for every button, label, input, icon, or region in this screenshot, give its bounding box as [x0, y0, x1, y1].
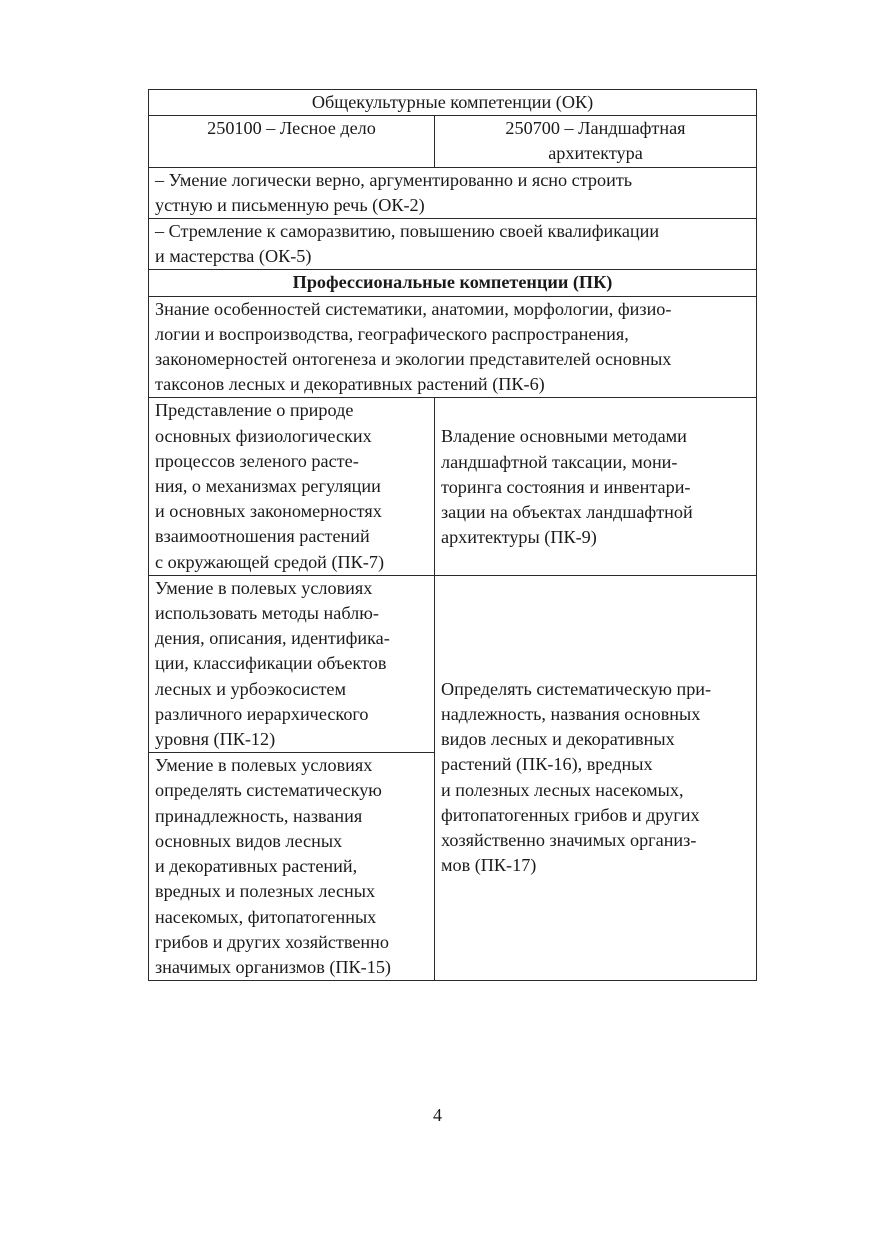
text-line: взаимоотношения растений — [155, 526, 370, 547]
text-line: устную и письменную речь (ОК-2) — [155, 194, 425, 215]
pk6-row — [149, 296, 757, 398]
text-line: вредных и полезных лесных — [155, 881, 376, 902]
text-line: надлежность, названия основных — [441, 704, 701, 725]
text-line: зации на объектах ландшафтной — [441, 502, 693, 523]
text-line: логии и воспроизводства, географического распространения, — [155, 323, 629, 344]
text-line: грибов и других хозяйственно — [155, 931, 389, 952]
text-line: Умение в полевых условиях — [155, 755, 373, 776]
pk12-row — [149, 575, 757, 752]
text-line: различного иерархического — [155, 703, 369, 724]
text-line: принадлежность, названия — [155, 805, 363, 826]
text-line: растений (ПК-16), вредных — [441, 754, 653, 775]
text-line: и мастерства (ОК-5) — [155, 246, 312, 267]
page-number: 4 — [433, 1105, 442, 1125]
text-line: использовать методы наблю- — [155, 603, 379, 624]
ok-header: Общекультурные компетенции (ОК) — [149, 90, 757, 116]
text-line: и основных закономерностях — [155, 501, 382, 522]
text-line: торинга состояния и инвентари- — [441, 476, 691, 497]
text-line: ции, классификации объектов — [155, 653, 387, 674]
pk12-cell — [149, 575, 435, 752]
pk16-pk17-cell — [435, 575, 757, 980]
text-line: определять систематическую — [155, 780, 382, 801]
text-line: Определять систематическую при- — [441, 678, 712, 699]
ok2-row — [149, 167, 757, 218]
text-line: видов лесных и декоративных — [441, 729, 675, 750]
text-line: основных физиологических — [155, 425, 372, 446]
text-line: Владение основными методами — [441, 426, 687, 447]
ok5-row — [149, 219, 757, 270]
specialty-landscape — [435, 116, 757, 167]
text-line: насекомых, фитопатогенных — [155, 906, 377, 927]
text-line: ландшафтной таксации, мони- — [441, 451, 678, 472]
pk15-cell — [149, 753, 435, 981]
text-line: и полезных лесных насекомых, — [441, 779, 684, 800]
text-line: закономерностей онтогенеза и экологии представителей основных — [155, 349, 672, 370]
text-line: мов (ПК-17) — [441, 855, 537, 876]
specialty-row — [149, 116, 757, 167]
specialty-landscape-line: 250700 – Ландшафтная — [505, 118, 686, 139]
text-line: архитектуры (ПК-9) — [441, 527, 597, 548]
text-line: таксонов лесных и декоративных растений (ПК-6) — [155, 374, 545, 395]
pk6-cell — [149, 296, 757, 398]
pk7-pk9-row — [149, 398, 757, 575]
pk9-cell — [435, 398, 757, 575]
specialty-forestry: 250100 – Лесное дело — [149, 116, 435, 167]
pk7-cell — [149, 398, 435, 575]
text-line: лесных и урбоэкосистем — [155, 678, 346, 699]
competencies-table — [148, 89, 757, 981]
specialty-landscape-line: архитектура — [548, 143, 643, 164]
text-line: уровня (ПК-12) — [155, 729, 276, 750]
text-line: основных видов лесных — [155, 830, 343, 851]
pk-header-row — [149, 270, 757, 296]
text-line: – Стремление к саморазвитию, повышению своей квалификации — [155, 221, 660, 242]
text-line: процессов зеленого расте- — [155, 450, 359, 471]
text-line: Умение в полевых условиях — [155, 577, 373, 598]
text-line: ния, о механизмах регуляции — [155, 476, 381, 497]
text-line: Знание особенностей систематики, анатомии, морфологии, физио- — [155, 298, 672, 319]
text-line: и декоративных растений, — [155, 856, 358, 877]
text-line: хозяйственно значимых организ- — [441, 830, 697, 851]
text-line: фитопатогенных грибов и других — [441, 804, 700, 825]
text-line: с окружающей средой (ПК-7) — [155, 551, 384, 572]
text-line: значимых организмов (ПК-15) — [155, 956, 391, 977]
text-line: – Умение логически верно, аргументированно и ясно строить — [155, 169, 633, 190]
ok5-cell — [149, 219, 757, 270]
ok2-cell — [149, 167, 757, 218]
text-line: дения, описания, идентифика- — [155, 628, 390, 649]
ok-header-row — [149, 90, 757, 116]
text-line: Представление о природе — [155, 400, 354, 421]
pk-header: Профессиональные компетенции (ПК) — [149, 270, 757, 296]
